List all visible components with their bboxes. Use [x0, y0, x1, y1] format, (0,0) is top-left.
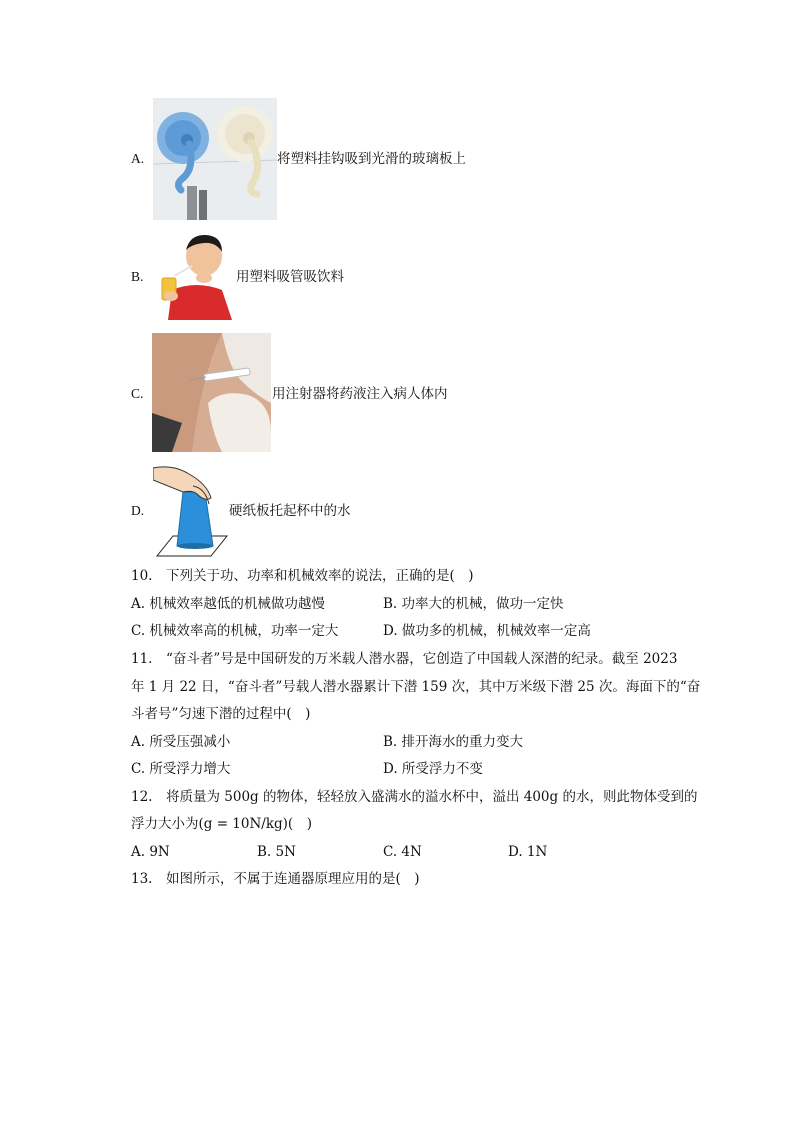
question-10-option-a: A. 机械效率越低的机械做功越慢: [131, 596, 325, 612]
option-c-text: 用注射器将药液注入病人体内: [272, 386, 448, 402]
option-c-letter: C.: [131, 386, 144, 401]
boy-drinking-image: [156, 232, 236, 320]
suction-hooks-image: [153, 98, 277, 220]
question-12-option-a: A. 9N: [131, 844, 170, 860]
question-11-line-2: 年 1 月 22 日，“奋斗者”号载人潜水器累计下潜 159 次，其中万米级下潜 25 次。海面下的“奋: [131, 679, 701, 695]
cup-on-cardboard-image: [153, 464, 229, 557]
question-11-option-c: C. 所受浮力增大: [131, 761, 231, 777]
option-b-text: 用塑料吸管吸饮料: [236, 269, 344, 285]
option-d-letter: D.: [131, 503, 145, 518]
syringe-injection-image: [152, 333, 271, 452]
question-12-option-c: C. 4N: [383, 844, 422, 860]
question-12-option-b: B. 5N: [257, 844, 296, 860]
question-12-line-1: 12. 将质量为 500g 的物体，轻轻放入盛满水的溢水杯中，溢出 400g 的水，则此物体受到的: [131, 789, 698, 805]
question-10-option-d: D. 做功多的机械，机械效率一定高: [383, 623, 591, 639]
option-a-letter: A.: [131, 151, 145, 166]
question-11-line-3: 斗者号”匀速下潜的过程中( ): [131, 706, 311, 722]
question-11-line-1: 11. “奋斗者”号是中国研发的万米载人潜水器，它创造了中国载人深潜的纪录。截至 2023: [131, 651, 678, 667]
question-11-option-b: B. 排开海水的重力变大: [383, 734, 524, 750]
option-d-text: 硬纸板托起杯中的水: [229, 503, 351, 519]
question-11-option-a: A. 所受压强减小: [131, 734, 231, 750]
question-13-stem: 13. 如图所示，不属于连通器原理应用的是( ): [131, 871, 420, 887]
question-12-option-d: D. 1N: [508, 844, 548, 860]
option-b-letter: B.: [131, 269, 144, 284]
question-10-option-b: B. 功率大的机械，做功一定快: [383, 596, 564, 612]
question-12-line-2: 浮力大小为(g = 10N/kg)( ): [131, 816, 312, 832]
question-10-stem: 10. 下列关于功、功率和机械效率的说法，正确的是( ): [131, 568, 474, 584]
question-10-option-c: C. 机械效率高的机械，功率一定大: [131, 623, 339, 639]
option-a-text: 将塑料挂钩吸到光滑的玻璃板上: [277, 151, 466, 167]
question-11-option-d: D. 所受浮力不变: [383, 761, 483, 777]
